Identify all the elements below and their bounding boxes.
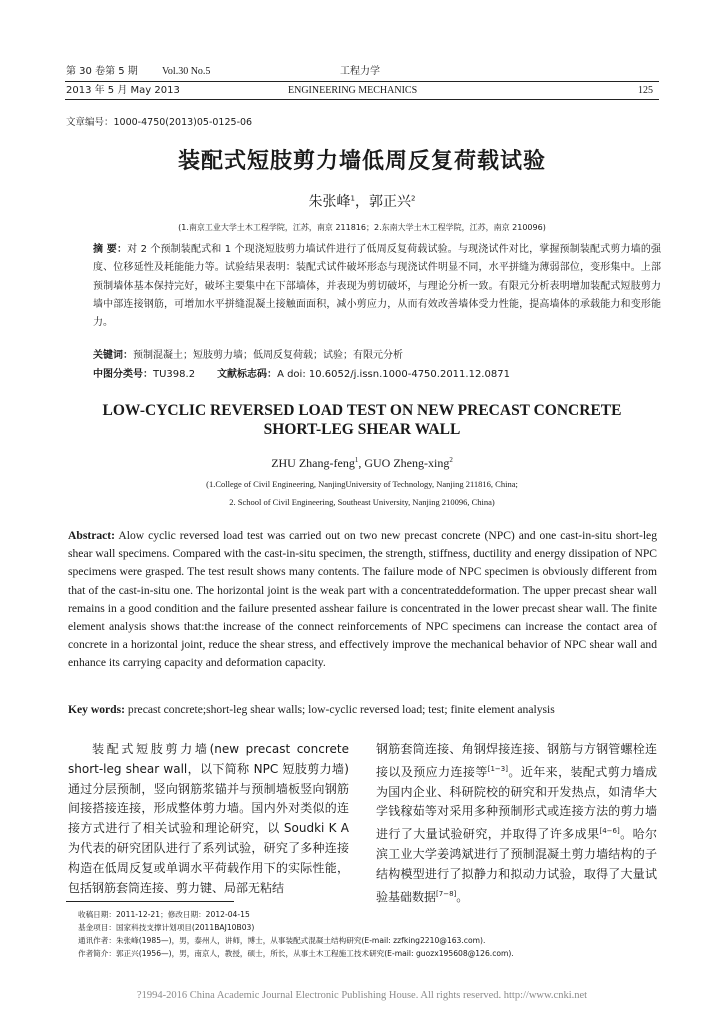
author-2-en-sup: 2 (449, 456, 453, 464)
author-2-en: GUO Zheng-xing (364, 456, 450, 470)
body-right-column (376, 740, 657, 907)
affiliation-cn: (1.南京工业大学土木工程学院，江苏，南京 211816；2.东南大学土木工程学院，江苏，南京 210096) (178, 223, 546, 232)
author-1-en-sup: 1 (354, 456, 359, 464)
body-right-text-4: 。 (456, 889, 469, 904)
clc-label: 中图分类号： (93, 369, 153, 380)
footnote-received: 收稿日期：2011-12-21；修改日期：2012-04-15 (78, 910, 250, 919)
keywords-en-text: precast concrete;short-leg shear walls; low-cyclic reversed load; test; finite element analysis (125, 703, 555, 716)
footnote-author-bio: 作者简介：郭正兴(1956—)，男，南京人，教授，硕士，所长，从事土木工程施工技术研究(E-mail: guozx195608@126.com). (78, 949, 514, 958)
article-number: 文章编号：1000-4750(2013)05-0125-06 (66, 117, 253, 128)
volume-issue-cn: 第 30 卷第 5 期 (66, 66, 138, 77)
abstract-en-text: Alow cyclic reversed load test was carried out on two new precast concrete (NPC) and one cast-in-situ short-leg shear wall specimens. Compared with the cast-in-situ specimen, the strength, stiffness, ductility and energy dissipation of NPC specimens were grasped. The test result shows many contents. The failure mode of NPC specimen is obviously different from that of the cast-in-situ one. The horizontal joint is the weak part with a concentrateddeformation. The upper precast shear wall remains in a good condition and the failure presented asshear failure is concentrated in the lower precast shear wall. The finite element analysis shows that:the increase of the connect reinforcements of NPC specimens can increase the contact area of concrete in a horizontal joint, reduce the shear stress, and effectively improve the mechanical behavior of NPC shear wall and enhance its carrying capacity and deformation capacity. (68, 529, 657, 670)
footnote-corresponding-author: 通讯作者：朱张峰(1985—)，男，泰州人，讲师，博士，从事装配式混凝土结构研究(E-mail: zzfking2210@163.com). (78, 936, 486, 945)
body-right-text-1: 钢筋套筒连接、角钢焊接连接、钢筋与方钢管螺栓连接以及预应力连接等 (376, 742, 657, 779)
citation-1: [1−3] (487, 764, 508, 773)
citation-3: [7−8] (436, 889, 457, 898)
abstract-en-label: Abstract: (68, 529, 116, 542)
journal-name-en: ENGINEERING MECHANICS (288, 85, 418, 96)
affiliation-en-line-1: (1.College of Civil Engineering, NanjingUniversity of Technology, Nanjing 211816, China; (206, 479, 518, 489)
affiliation-en-line-2: 2. School of Civil Engineering, Southeast University, Nanjing 210096, China) (229, 497, 495, 507)
body-right-text-3: 。哈尔滨工业大学姜鸿斌进行了预制混凝土剪力墙结构的子结构模型进行了拟静力和拟动力试验，取得了大量试验基础数据 (376, 827, 657, 904)
journal-name-cn: 工程力学 (340, 66, 380, 77)
keywords-cn-label: 关键词： (93, 350, 133, 361)
keywords-cn-text: 预制混凝土；短肢剪力墙；低周反复荷载；试验；有限元分析 (133, 350, 403, 361)
volume-issue-en: Vol.30 No.5 (162, 66, 211, 77)
author-1-en: ZHU Zhang-feng (271, 456, 355, 470)
header-rule-bottom (65, 99, 659, 100)
doc-code-value: A doi: 10.6052/j.issn.1000-4750.2011.12.0871 (277, 369, 510, 380)
page-number: 125 (638, 85, 653, 96)
author-separator-cn: ， (355, 194, 369, 210)
body-right-text-2: 。近年来，装配式剪力墙成为国内企业、科研院校的研究和开发热点，如清华大学钱稼茹等对采用多种预制形式或连接方法的剪力墙进行了大量试验研究，并取得了许多成果 (376, 764, 657, 842)
title-en-line-1: LOW-CYCLIC REVERSED LOAD TEST ON NEW PRECAST CONCRETE (102, 402, 622, 419)
citation-2: [4−6] (599, 827, 620, 836)
author-2-cn-sup: 2 (411, 194, 416, 203)
author-separator-en: , (358, 456, 365, 470)
authors-en (0, 456, 724, 471)
footnote-rule (66, 901, 234, 902)
title-en-line-2: SHORT-LEG SHEAR WALL (263, 421, 461, 438)
keywords-en-label: Key words: (68, 703, 125, 716)
abstract-en (68, 527, 657, 673)
abstract-cn-label: 摘 要： (93, 244, 128, 255)
issue-date: 2013 年 5 月 May 2013 (66, 85, 180, 96)
classification-line (93, 366, 661, 384)
abstract-cn (93, 241, 661, 332)
keywords-cn (93, 347, 661, 365)
doc-code-label: 文献标志码： (217, 369, 278, 380)
author-1-cn: 朱张峰 (308, 194, 351, 210)
header-rule-top (65, 81, 659, 82)
copyright-notice: ?1994-2016 China Academic Journal Electronic Publishing House. All rights reserved. http://www.cnki.net (136, 990, 588, 1001)
title-cn: 装配式短肢剪力墙低周反复荷载试验 (177, 149, 546, 174)
clc-value: TU398.2 (153, 369, 196, 380)
footnote-fund: 基金项目：国家科技支撑计划项目(2011BAJ10B03) (78, 923, 255, 932)
keywords-en (68, 701, 657, 719)
author-1-cn-sup: 1 (350, 194, 355, 203)
abstract-cn-text: 对 2 个预制装配式和 1 个现浇短肢剪力墙试件进行了低周反复荷载试验。与现浇试件对比，掌握预制装配式剪力墙的强度、位移延性及耗能能力等。试验结果表明：装配式试件破坏形态与现浇试件明显不同，水平拼缝为薄弱部位，变形集中。上部预制墙体基本保持完好，破坏主要集中在下部墙体，并表现为剪切破坏，与理论分析一致。有限元分析表明增加装配式短肢剪力墙中部连接钢筋，可增加水平拼缝混凝土接触面面积，减小剪应力，从而有效改善墙体受力性能，提高墙体的承载能力和变形能力。 (93, 244, 661, 329)
body-left-column: 装配式短肢剪力墙(new precast concrete short-leg shear wall，以下简称 NPC 短肢剪力墙)通过分层预制，竖向钢筋浆锚并与预制墙板竖向钢筋间接搭接连接，形成整体剪力墙。国内外对类似的连接方式进行了相关试验和理论研究，以 Soudki K A 为代表的研究团队进行了系列试验，研究了多种连接构造在低周反复或单调水平荷载作用下的实际性能，包括钢筋套筒连接、剪力键、局部无粘结 (68, 742, 349, 895)
author-2-cn: 郭正兴 (369, 194, 411, 210)
authors-cn (0, 191, 724, 211)
